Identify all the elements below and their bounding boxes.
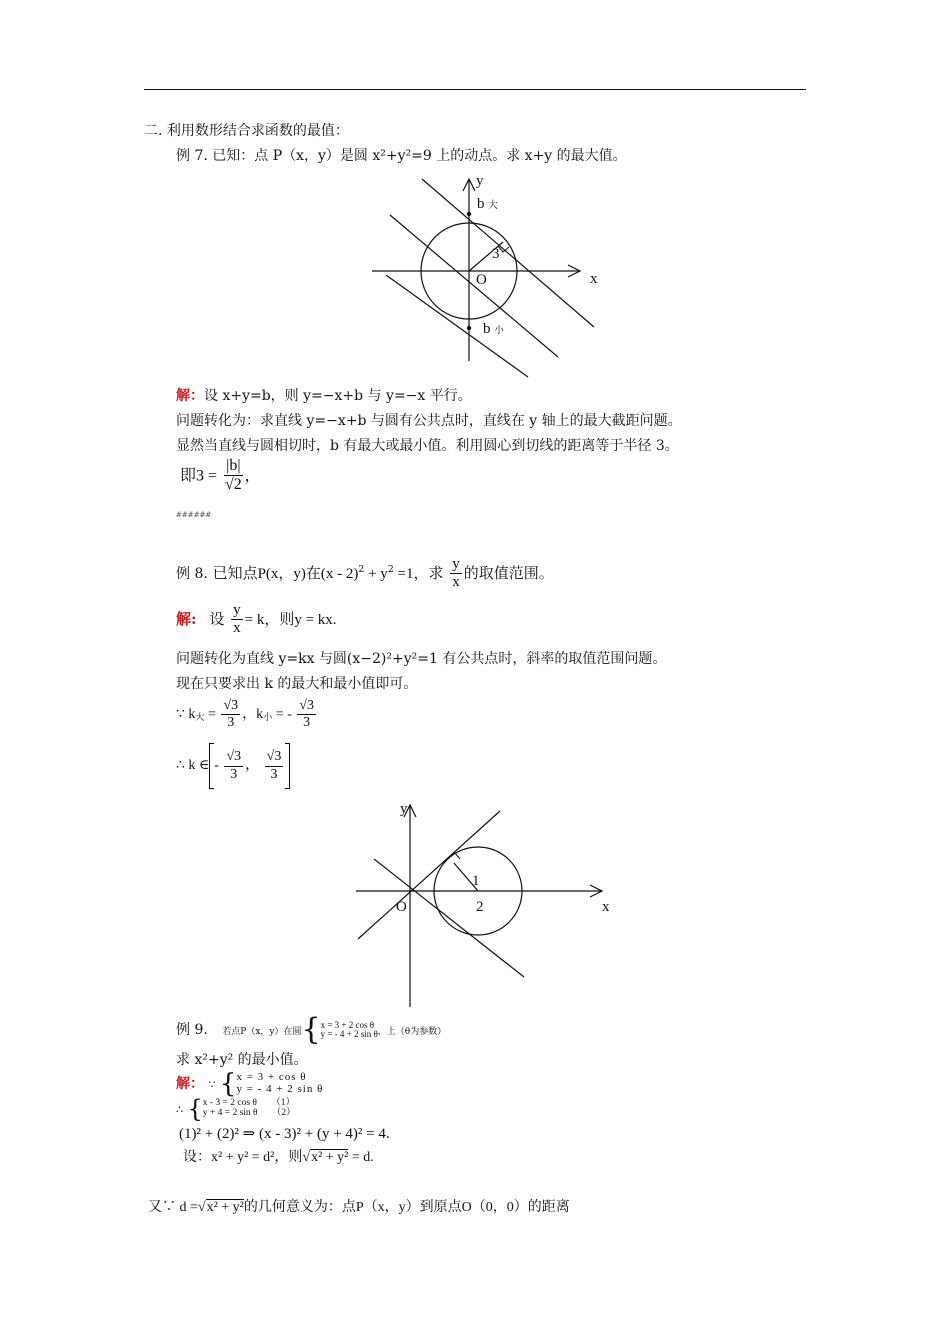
ex8-k-values: ∵ $k_大$ = $\frac{√3}{3}$ ，$k_小$ = - $\frac{√3}{3}$ <box>176 698 314 731</box>
ex7-line-origin <box>390 215 558 357</box>
ex9-last-line: 又∵ d =√x² + y²的几何意义为：点P（x，y）到原点O（0，0）的距离 <box>148 1200 570 1215</box>
ex9-solution: 解： ∵ { x = 3 + cos θ y = - 4 + 2 sin θ <box>176 1069 324 1099</box>
ex9-eq-1: (1)² + (2)² ⇒ (x - 3)² + (y + 4)² = 4. <box>179 1126 390 1142</box>
ex8-solution: 解: 设 $\frac{y}{x}$ = k，则y = kx. <box>176 602 337 637</box>
solution-label: 解: <box>176 609 197 628</box>
ex7-x-label: x <box>590 271 598 287</box>
ex7-solution-3: 显然当直线与圆相切时，b 有最大或最小值。利用圆心到切线的距离等于半径 3。 <box>176 438 679 454</box>
ex8-center-label: 2 <box>476 899 484 915</box>
ex9-problem: 例 9. 若点P（x，y）在圆{ x = 3 + 2 cos θ y = - 4 + 2 sin θ ，上（θ为参数） <box>176 1012 447 1047</box>
ex7-bmin-point <box>467 326 471 330</box>
section-title: 二. 利用数形结合求函数的最值： <box>144 123 349 139</box>
ex7-tangent-top <box>422 179 594 327</box>
ex7-y-label: y <box>476 173 484 189</box>
ex7-tiny-mark: ###### <box>176 511 212 519</box>
ex8-line-1: 问题转化为直线 y=kx 与圆(x−2)²+y²=1 有公共点时，斜率的取值范围问题。 <box>176 651 667 667</box>
ex7-bmax-point <box>467 212 471 216</box>
ex8-right-angle <box>449 853 460 859</box>
solution-label: 解： <box>176 388 204 404</box>
ex7-tangent-bottom <box>386 275 528 377</box>
ex8-tangent-down <box>374 859 524 977</box>
ex7-solution-2: 问题转化为：求直线 y=−x+b 与圆有公共点时，直线在 y 轴上的最大截距问题。 <box>176 413 682 429</box>
ex7-origin-label: O <box>476 272 487 288</box>
ex8-line-2: 现在只要求出 k 的最大和最小值即可。 <box>176 676 418 692</box>
ex8-y-label: y <box>400 801 408 817</box>
ex9-eq-2: 设：x² + y² = d²，则√x² + y² = d. <box>183 1150 374 1165</box>
ex7-radius-label: 3 <box>492 246 500 262</box>
ex7-bmin-label: b 小 <box>483 321 504 337</box>
solution-label: 解： <box>176 1076 204 1092</box>
ex9-line-1: 求 x²+y² 的最小值。 <box>176 1052 308 1068</box>
ex8-radius-label: 1 <box>472 873 480 889</box>
ex7-solution-1: 解：设 x+y=b，则 y=−x+b 与 y=−x 平行。 <box>176 388 472 404</box>
ex7-problem: 例 7. 已知：点 P（x，y）是圆 x²+y²=9 上的动点。求 x+y 的最大值。 <box>176 148 627 164</box>
ex9-therefore: ∴ { x - 3 = 2 cos θ （1） y + 4 = 2 sin θ （2） <box>176 1095 296 1123</box>
ex7-solution-4: 即3 = $\frac{|b|}{√2}$ ， <box>180 457 261 494</box>
header-rule <box>144 89 806 90</box>
ex8-x-label: x <box>602 899 610 915</box>
ex8-k-range: ∴ k ∈ - $\frac{√3}{3}$ ， $\frac{√3}{3}$ <box>176 743 290 789</box>
ex8-problem: 例 8. 已知点P(x，y)在$(x - 2)^2 + y^2 =1$，求 $\frac{y}{x}$ 的取值范围。 <box>176 556 554 591</box>
ex7-bmax-label: b 大 <box>477 196 498 212</box>
ex8-origin-label: O <box>396 899 407 915</box>
